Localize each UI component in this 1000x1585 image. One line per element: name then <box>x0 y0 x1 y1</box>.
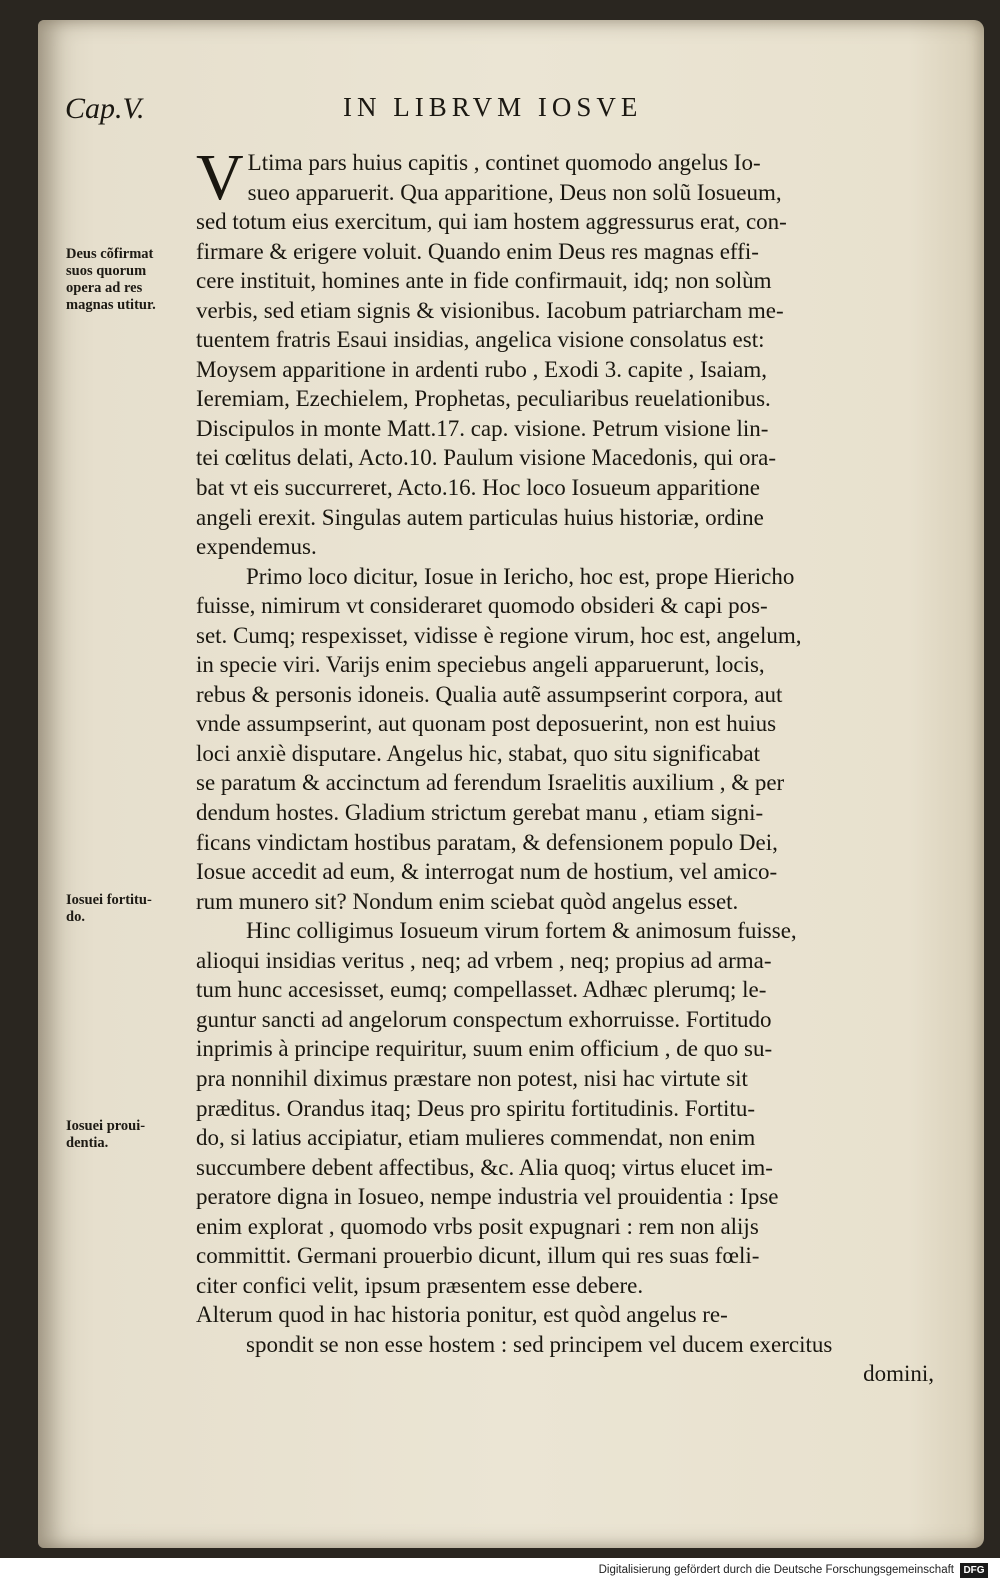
margin-note <box>66 1118 196 1152</box>
page-header <box>65 92 825 136</box>
text-line: Hinc colligimus Iosueum virum fortem & animosum fuisse, <box>246 918 797 944</box>
margin-note-line: suos quorum <box>66 263 147 279</box>
text-line: Ieremiam, Ezechielem, Prophetas, peculiaribus reuelationibus. <box>196 386 771 412</box>
text-line: ficans vindictam hostibus paratam, & defensionem populo Dei, <box>196 829 778 855</box>
text-line: fuisse, nimirum vt consideraret quomodo obsideri & capi pos- <box>196 593 768 619</box>
digitization-credit: Digitalisierung gefördert durch die Deutsche Forschungsgemeinschaft <box>598 1564 954 1576</box>
text-line: peratore digna in Iosueo, nempe industria vel prouidentia : Ipse <box>196 1184 779 1210</box>
margin-note-line: Iosuei proui- <box>66 1118 146 1134</box>
text-line: expendemus. <box>196 534 317 560</box>
text-line: Alterum quod in hac historia ponitur, est quòd angelus re- <box>196 1302 728 1328</box>
text-line: tei cœlitus delati, Acto.10. Paulum visione Macedonis, qui ora- <box>196 445 777 471</box>
text-line: set. Cumq; respexisset, vidisse è regione virum, hoc est, angelum, <box>196 622 802 648</box>
text-line: sueo apparuerit. Qua apparitione, Deus non solũ Iosueum, <box>247 179 782 205</box>
text-line: angeli erexit. Singulas autem particulas huius historiæ, ordine <box>196 504 764 530</box>
text-line: sed totum eius exercitum, qui iam hostem aggressurus erat, con- <box>196 209 787 235</box>
text-line: spondit se non esse hostem : sed principem vel ducem exercitus <box>246 1331 833 1357</box>
text-line: do, si latius accipiatur, etiam mulieres commendat, non enim <box>196 1125 756 1151</box>
margin-note-line: opera ad res <box>66 280 143 296</box>
text-line: loci anxiè disputare. Angelus hic, stabat, quo situ significabat <box>196 740 761 766</box>
text-line: vnde assumpserint, aut quonam post deposuerint, non est huius <box>196 711 777 737</box>
text-line: inprimis à principe requiritur, suum enim officium , de quo su- <box>196 1036 773 1062</box>
text-line: præditus. Orandus itaq; Deus pro spiritu fortitudinis. Fortitu- <box>196 1095 755 1121</box>
text-line: tuentem fratris Esaui insidias, angelica visione consolatus est: <box>196 327 765 353</box>
dfg-logo: DFG <box>960 1563 988 1578</box>
text-line: committit. Germani prouerbio dicunt, illum qui res suas fœli- <box>196 1243 760 1269</box>
margin-note-line: do. <box>66 909 85 925</box>
text-line: guntur sancti ad angelorum conspectum exhorruisse. Fortitudo <box>196 1006 772 1032</box>
text-line: cere instituit, homines ante in fide confirmauit, idq; non solùm <box>196 268 772 294</box>
text-line: firmare & erigere voluit. Quando enim Deus res magnas effi- <box>196 238 759 264</box>
text-line: dendum hostes. Gladium strictum gerebat manu , etiam signi- <box>196 800 764 826</box>
margin-note-line: Iosuei fortitu- <box>66 892 152 908</box>
margin-note-line: dentia. <box>66 1135 109 1151</box>
text-line: se paratum & accinctum ad ferendum Israelitis auxilium , & per <box>196 770 785 796</box>
main-text <box>196 141 934 1389</box>
chapter-number: Cap.V. <box>65 92 145 125</box>
text-line: Discipulos in monte Matt.17. cap. visione. Petrum visione lin- <box>196 415 769 441</box>
text-line: verbis, sed etiam signis & visionibus. Iacobum patriarcham me- <box>196 297 784 323</box>
footer <box>0 1560 1000 1585</box>
text-line: rebus & personis idoneis. Qualia autẽ assumpserint corpora, aut <box>196 681 783 707</box>
text-line: succumbere debent affectibus, &c. Alia quoq; virtus elucet im- <box>196 1154 773 1180</box>
margin-note-line: Deus cõfirmat <box>66 246 154 262</box>
text-line: rum munero sit? Nondum enim sciebat quòd angelus esset. <box>196 888 739 914</box>
text-lines <box>196 207 934 1389</box>
text-line: enim explorat , quomodo vrbs posit expugnari : rem non alijs <box>196 1213 759 1239</box>
text-line: tum hunc accesisset, eumq; compellasset. Adhæc plerumq; le- <box>196 977 767 1003</box>
running-title: IN LIBRVM IOSVE <box>343 92 643 122</box>
text-line: Iosue accedit ad eum, & interrogat num de hostium, vel amico- <box>196 859 778 885</box>
margin-note <box>66 246 196 314</box>
margin-note <box>66 892 196 926</box>
text-line: pra nonnihil diximus præstare non potest, nisi hac virtute sit <box>196 1065 748 1091</box>
text-line: Primo loco dicitur, Iosue in Iericho, hoc est, prope Hiericho <box>246 563 795 589</box>
text-line: in specie viri. Varijs enim speciebus angeli apparuerunt, locis, <box>196 652 765 678</box>
text-line: domini, <box>863 1361 934 1387</box>
margin-note-line: magnas utitur. <box>66 297 156 313</box>
text-line: Ltima pars huius capitis , continet quomodo angelus Io- <box>247 150 761 175</box>
text-line: citer confici velit, ipsum præsentem esse debere. <box>196 1272 644 1298</box>
drop-cap: V <box>196 141 244 214</box>
text-line: Moysem apparitione in ardenti rubo , Exodi 3. capite , Isaiam, <box>196 356 768 382</box>
text-line: bat vt eis succurreret, Acto.16. Hoc loco Iosueum apparitione <box>196 475 760 501</box>
text-line: alioqui insidias veritus , neq; ad vrbem , neq; propius ad arma- <box>196 947 772 973</box>
